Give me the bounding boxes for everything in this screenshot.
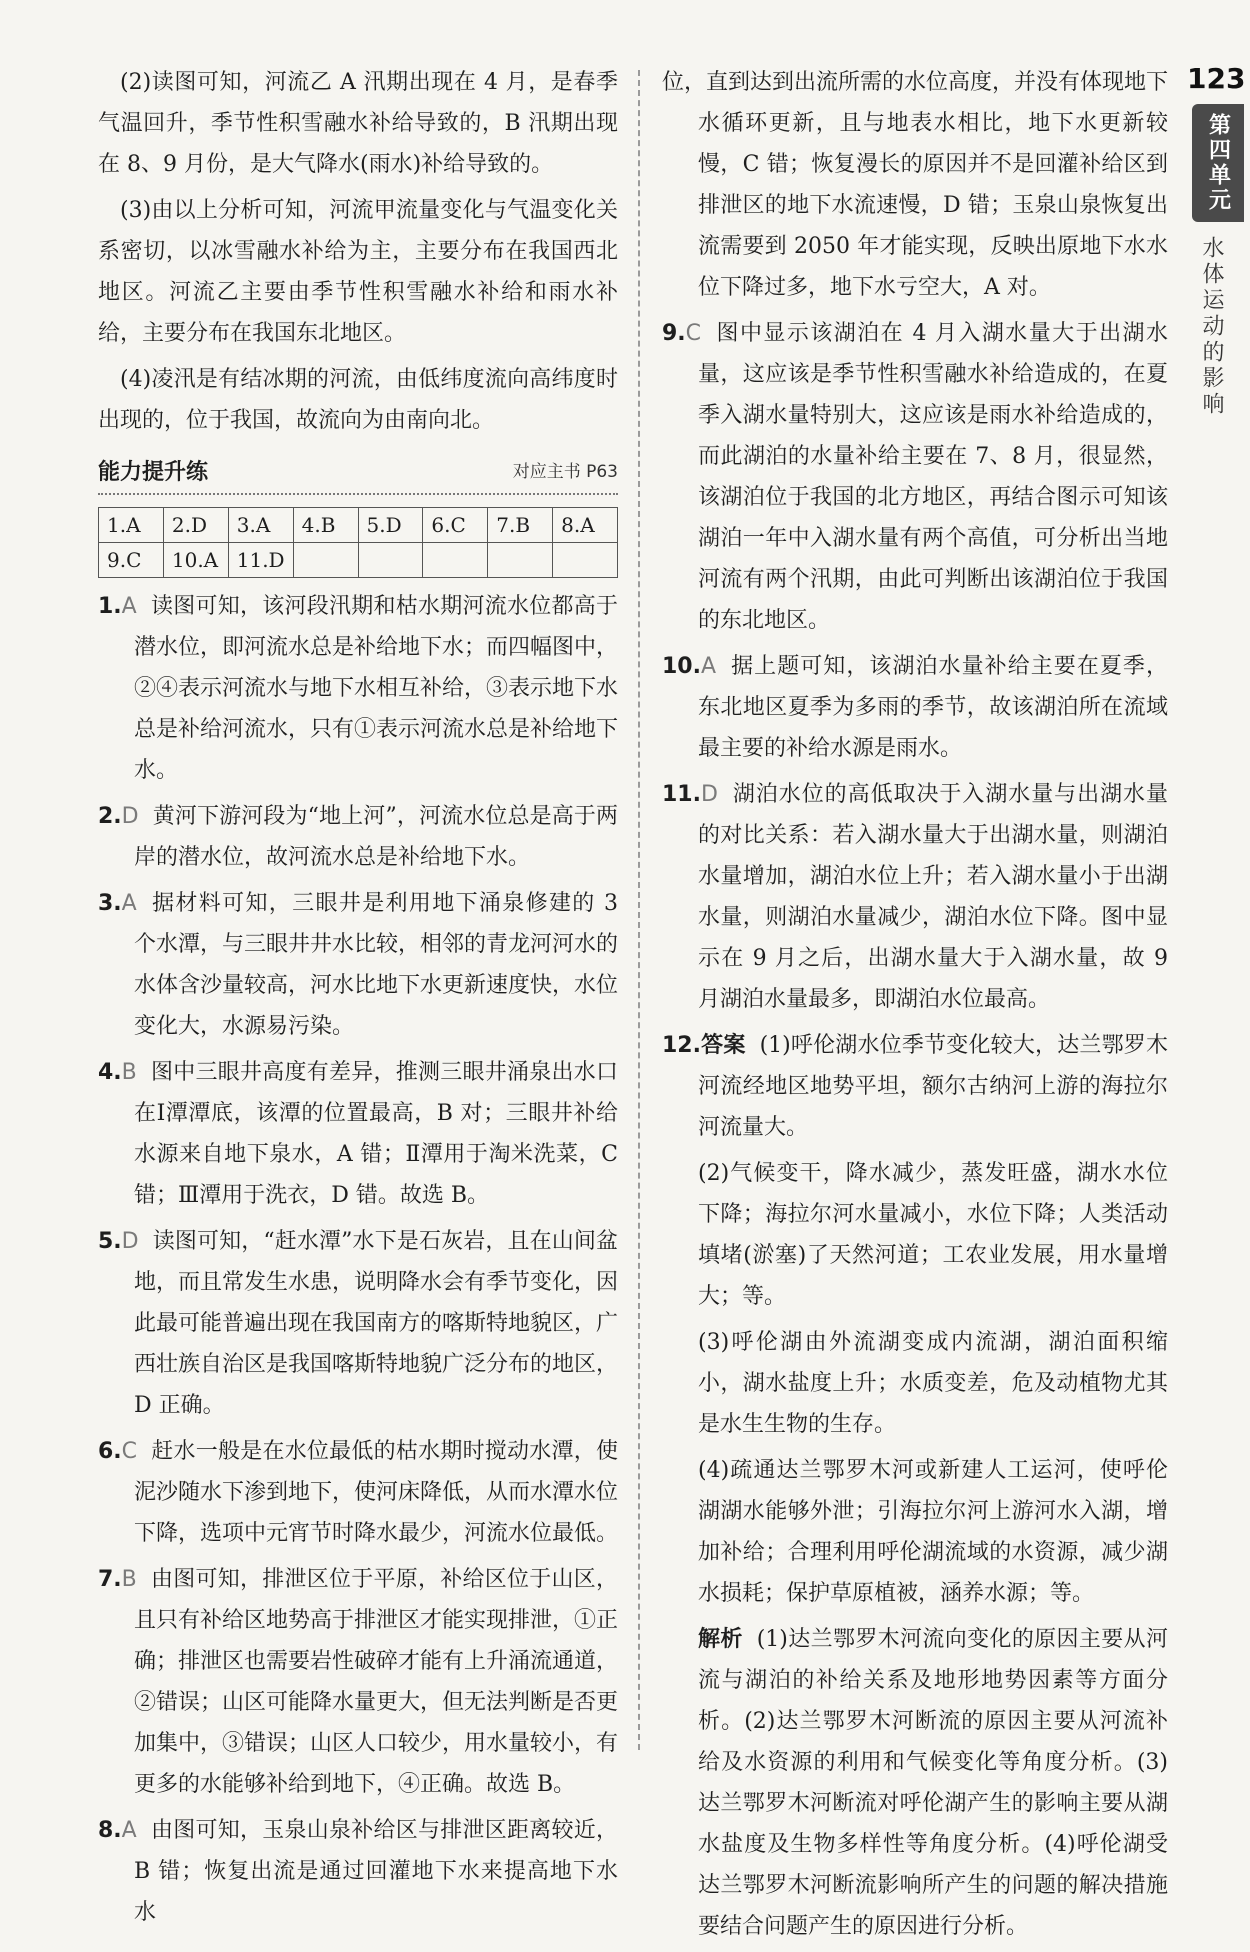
column-divider	[638, 70, 640, 1750]
solution-text: 由图可知，排泄区位于平原，补给区位于山区，且只有补给区地势高于排泄区才能实现排泄，①正确；排泄区也需要岩性破碎才能有上升涌流通道，②错误；山区可能降水量更大，但无法判断是否更加集中，③错误；山区人口较少，用水量较小，有更多的水能够补给到地下，④正确。故选 B。	[134, 1567, 619, 1797]
solution-item	[98, 1810, 618, 1933]
solution-text: 黄河下游河段为“地上河”，河流水位总是高于两岸的潜水位，故河流水总是补给地下水。	[134, 804, 618, 870]
answer-cell: 7.B	[488, 508, 553, 543]
solution-text: 赶水一般是在水位最低的枯水期时搅动水潭，使泥沙随水下渗到地下，使河床降低，从而水潭水位下降，选项中元宵节时降水最少，河流水位最低。	[134, 1439, 619, 1546]
analysis-paragraph	[662, 1619, 1168, 1947]
intro-paragraph: (3)由以上分析可知，河流甲流量变化与气温变化关系密切，以冰雪融水补给为主，主要分布在我国西北地区。河流乙主要由季节性积雪融水补给和雨水补给，主要分布在我国东北地区。	[98, 198, 618, 346]
answer-cell: 9.C	[99, 543, 164, 578]
solution-item	[98, 796, 618, 878]
answer-letter: B	[121, 1060, 137, 1085]
question-number: 10.	[662, 654, 701, 679]
continuation-paragraph: 位，直到达到出流所需的水位高度，并没有体现地下水循环更新，且与地表水相比，地下水更新较慢，C 错；恢复漫长的原因并不是回灌补给区到排泄区的地下水流速慢，D 错；玉泉山泉恢复出流需要到 2050 年才能实现，反映出原地下水水位下降过多，地下水亏空大，A 对。	[662, 70, 1169, 300]
answer-letter: D	[121, 1229, 139, 1254]
answer-letter: A	[700, 654, 717, 679]
question-number: 4.	[98, 1060, 122, 1085]
answer-cell: 3.A	[228, 508, 293, 543]
solution-item	[662, 646, 1168, 769]
answer-paragraph: (3)呼伦湖由外流湖变成内流湖，湖泊面积缩小，湖水盐度上升；水质变差，危及动植物尤其是水生生物的生存。	[698, 1330, 1168, 1437]
answer-cell: 5.D	[358, 508, 423, 543]
answer-cell	[358, 543, 423, 578]
question-number: 2.	[98, 804, 122, 829]
question-number: 12.	[662, 1033, 701, 1058]
answer-letter: A	[121, 891, 137, 916]
answer-paragraph: (4)疏通达兰鄂罗木河或新建人工运河，使呼伦湖湖水能够外泄；引海拉尔河上游河水入湖，增加补给；合理利用呼伦湖流域的水资源，减少湖水损耗；保护草原植被，涵养水源；等。	[698, 1458, 1168, 1606]
right-column	[662, 62, 1168, 1952]
solution-text: 据上题可知，该湖泊水量补给主要在夏季，东北地区夏季为多雨的季节，故该湖泊所在流域最主要的补给水源是雨水。	[698, 654, 1168, 761]
page-number: 123	[1187, 62, 1246, 95]
question-number: 11.	[662, 782, 701, 807]
question-number: 7.	[98, 1567, 122, 1592]
solution-item	[98, 586, 618, 791]
answer-letter: B	[121, 1567, 137, 1592]
unit-tab: 第四单元	[1192, 104, 1244, 222]
answer-cell: 1.A	[99, 508, 164, 543]
answer-cell: 4.B	[293, 508, 358, 543]
question-number: 1.	[98, 594, 122, 619]
solution-text: 读图可知，该河段汛期和枯水期河流水位都高于潜水位，即河流水总是补给地下水；而四幅图中，②④表示河流水与地下水相互补给，③表示地下水总是补给河流水，只有①表示河流水总是补给地下水。	[134, 594, 619, 783]
answer-cell: 6.C	[423, 508, 488, 543]
answer-cell: 2.D	[163, 508, 228, 543]
answer-cell: 10.A	[163, 543, 228, 578]
answer-table	[98, 507, 618, 578]
answer-cell	[423, 543, 488, 578]
answer-letter: A	[121, 1818, 137, 1843]
answer-cell	[293, 543, 358, 578]
answer-text: (1)呼伦湖水位季节变化较大，达兰鄂罗木河流经地区地势平坦，额尔古纳河上游的海拉尔河流量大。	[698, 1033, 1168, 1140]
answer-cell	[488, 543, 553, 578]
table-row	[99, 543, 618, 578]
section-header	[98, 453, 618, 495]
table-row	[99, 508, 618, 543]
question-number: 9.	[662, 321, 686, 346]
solution-text: 读图可知，“赶水潭”水下是石灰岩，且在山间盆地，而且常发生水患，说明降水会有季节变化，因此最可能普遍出现在我国南方的喀斯特地貌区，广西壮族自治区是我国喀斯特地貌广泛分布的地区，D 正确。	[134, 1229, 619, 1418]
answer-letter: C	[121, 1439, 138, 1464]
solution-item	[98, 883, 618, 1047]
solution-text: 据材料可知，三眼井是利用地下涌泉修建的 3 个水潭，与三眼井井水比较，相邻的青龙河河水的水体含沙量较高，河水比地下水更新速度快，水位变化大，水源易污染。	[134, 891, 619, 1039]
solution-item-12	[662, 1025, 1168, 1148]
left-column	[98, 62, 618, 1938]
solution-item	[98, 1431, 618, 1554]
answer-cell: 8.A	[553, 508, 618, 543]
solution-item	[98, 1052, 618, 1216]
answer-cell	[553, 543, 618, 578]
answer-letter: D	[700, 782, 718, 807]
section-reference: 对应主书 P63	[512, 462, 618, 482]
intro-paragraph: (4)凌汛是有结冰期的河流，由低纬度流向高纬度时出现的，位于我国，故流向为由南向北。	[98, 367, 618, 433]
solution-item	[662, 774, 1168, 1020]
answer-paragraph: (2)气候变干，降水减少，蒸发旺盛，湖水水位下降；海拉尔河水量减小，水位下降；人类活动填堵(淤塞)了天然河道；工农业发展，用水量增大；等。	[698, 1161, 1168, 1309]
answer-letter: A	[121, 594, 137, 619]
analysis-text: (1)达兰鄂罗木河流向变化的原因主要从河流与湖泊的补给关系及地形地势因素等方面分析。(2)达兰鄂罗木河断流的原因主要从河流补给及水资源的利用和气候变化等角度分析。(3)达兰鄂罗木河断流对呼伦湖产生的影响主要从湖水盐度及生物多样性等角度分析。(4)呼伦湖受达兰鄂罗木河断流影响所产生的问题的解决措施要结合问题产生的原因进行分析。	[698, 1627, 1168, 1939]
question-number: 5.	[98, 1229, 122, 1254]
answer-letter: D	[121, 804, 139, 829]
section-title: 能力提升练	[98, 460, 209, 485]
question-number: 3.	[98, 891, 122, 916]
answer-letter: C	[685, 321, 702, 346]
intro-paragraph: (2)读图可知，河流乙 A 汛期出现在 4 月，是春季气温回升，季节性积雪融水补给导致的，B 汛期出现在 8、9 月份，是大气降水(雨水)补给导致的。	[98, 70, 618, 177]
answer-label: 答案	[700, 1033, 746, 1058]
solution-text: 由图可知，玉泉山泉补给区与排泄区距离较近，B 错；恢复出流是通过回灌地下水来提高地下水水	[134, 1818, 618, 1925]
unit-subtitle: 水体运动的影响	[1199, 236, 1224, 418]
solution-item	[98, 1559, 618, 1805]
answer-cell: 11.D	[228, 543, 293, 578]
question-number: 8.	[98, 1818, 122, 1843]
solution-text: 图中显示该湖泊在 4 月入湖水量大于出湖水量，这应该是季节性积雪融水补给造成的，在夏季入湖水量特别大，这应该是雨水补给造成的，而此湖泊的水量补给主要在 7、8 月，很显然，该湖泊位于我国的北方地区，再结合图示可知该湖泊一年中入湖水量有两个高值，可分析出当地河流有两个汛期，由此可判断出该湖泊位于我国的东北地区。	[698, 321, 1168, 633]
solution-item	[662, 313, 1168, 641]
analysis-label: 解析	[698, 1627, 743, 1652]
solution-item	[98, 1221, 618, 1426]
solution-text: 图中三眼井高度有差异，推测三眼井涌泉出水口在Ⅰ潭潭底，该潭的位置最高，B 对；三眼井补给水源来自地下泉水，A 错；Ⅱ潭用于淘米洗菜，C 错；Ⅲ潭用于洗衣，D 错。故选 B。	[134, 1060, 618, 1208]
solution-text: 湖泊水位的高低取决于入湖水量与出湖水量的对比关系：若入湖水量大于出湖水量，则湖泊水量增加，湖泊水位上升；若入湖水量小于出湖水量，则湖泊水量减少，湖泊水位下降。图中显示在 9 月之后，出湖水量大于入湖水量，故 9 月湖泊水量最多，即湖泊水位最高。	[698, 782, 1168, 1012]
question-number: 6.	[98, 1439, 122, 1464]
